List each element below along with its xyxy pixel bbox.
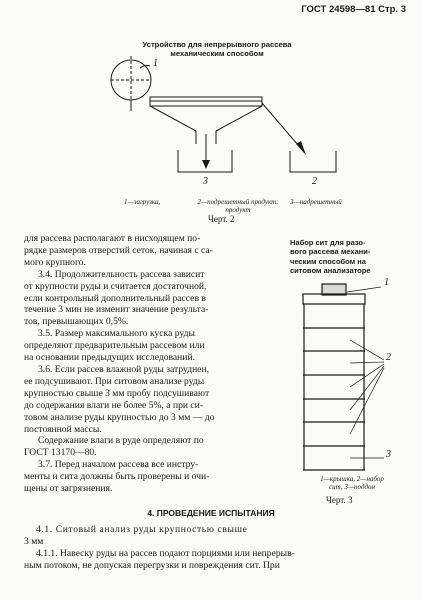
- figure-2-caption-1: 1—загрузка,: [124, 198, 161, 206]
- figure-3-title-line: Набор сит для разо-: [290, 238, 366, 247]
- text-line: мого крупного.: [24, 256, 86, 268]
- figure-2-label-3: 3: [203, 176, 208, 187]
- leader-line-sieve-1: [350, 340, 384, 360]
- text-line: рядке размеров отверстий сеток, начиная с са-: [24, 244, 213, 256]
- figure-2-caption-2-line: продукт: [225, 206, 251, 214]
- figure-3-label-2: 2: [386, 352, 391, 363]
- figure-3-caption-line: сит, 3—поддон: [328, 483, 376, 491]
- text-line: 3.5. Размер максимального куска руды: [38, 328, 195, 340]
- text-line: 4.1.1. Навеску руды на рассев подают порциями или непрерыв-: [36, 547, 295, 559]
- text-line: течение 3 мин не изменит значение результа-: [24, 304, 209, 316]
- text-line: от крупности руды и считается достаточной,: [24, 280, 207, 292]
- section-text: [24, 524, 404, 572]
- figure-3-label-1: 1: [384, 277, 389, 288]
- text-line: ГОСТ 13170—80.: [24, 447, 97, 459]
- text-line: тов, превышающих 0,5%.: [24, 316, 129, 328]
- figure-3-title-line: ческим способом на: [290, 256, 366, 266]
- figure-2-caption-2-line: 2—подрешетный продукт:: [197, 198, 279, 206]
- text-line: товом анализе руды крупностью до 3 мм — до: [24, 411, 215, 423]
- figure-3-caption-line: 1—крышка, 2—набор: [320, 475, 384, 483]
- page-header: ГОСТ 24598—81 Стр. 3: [301, 4, 406, 15]
- leader-line-sieve-2: [350, 362, 384, 363]
- lid-knob: [322, 284, 346, 295]
- figure-3-title-line: вого рассева механи-: [290, 247, 371, 257]
- text-line: 4.1. Ситовый анализ руды крупностью свыше: [36, 524, 248, 535]
- figure-2-caption-3: 3—надрешетный: [290, 198, 342, 206]
- text-line: для рассева располагают в нисходящем по-: [24, 233, 201, 244]
- figure-2-label-1: 1: [153, 58, 158, 69]
- text-line: 3.7. Перед началом рассева все инстру-: [38, 459, 199, 471]
- leader-line-sieve-4: [350, 366, 384, 410]
- text-line: крупностью свыше 3 мм пробу подсушивают: [24, 387, 210, 399]
- leader-line-sieve-5: [350, 368, 384, 434]
- text-line: если контрольный дополнительный рассев в: [24, 292, 206, 304]
- figure-2-name: Черт. 2: [208, 214, 235, 224]
- figure-3-name: Черт. 3: [326, 495, 353, 505]
- text-line: ее подсушивают. При ситовом анализе руды: [24, 375, 205, 387]
- figure-2-title-line: Устройство для непрерывного рассева: [142, 40, 292, 49]
- figure-3-caption: [296, 475, 408, 491]
- figure-3-label-3: 3: [386, 449, 391, 460]
- text-line: 3 мм: [24, 535, 44, 547]
- text-line: 3.6. Если рассев влажной руды затруднен,: [38, 363, 210, 375]
- text-line: до содержания влаги не более 5%, а при си-: [24, 399, 204, 411]
- figure-3-title-line: ситовом анализаторе: [290, 266, 371, 276]
- leader-line-lid: [347, 287, 381, 292]
- text-line: 3.4. Продолжительность рассева зависит: [38, 268, 205, 280]
- text-line: ным потоком, не допуская перегрузки и повреждения сит. При: [24, 559, 280, 571]
- text-line: постоянной массы.: [24, 423, 102, 435]
- section-title: 4. ПРОВЕДЕНИЕ ИСПЫТАНИЯ: [147, 508, 275, 518]
- figure-2-title-line: механическим способом: [170, 49, 264, 58]
- text-line: на основании предыдущих исследований.: [24, 352, 195, 364]
- figure-2-label-2: 2: [312, 176, 317, 187]
- text-line: определяют предварительным рассевом или: [24, 340, 205, 352]
- text-line: щены от загрязнения.: [24, 483, 113, 495]
- text-line: Содержание влаги в руде определяют по: [38, 435, 204, 447]
- text-line: менты и сита должны быть проверены и очи-: [24, 471, 210, 483]
